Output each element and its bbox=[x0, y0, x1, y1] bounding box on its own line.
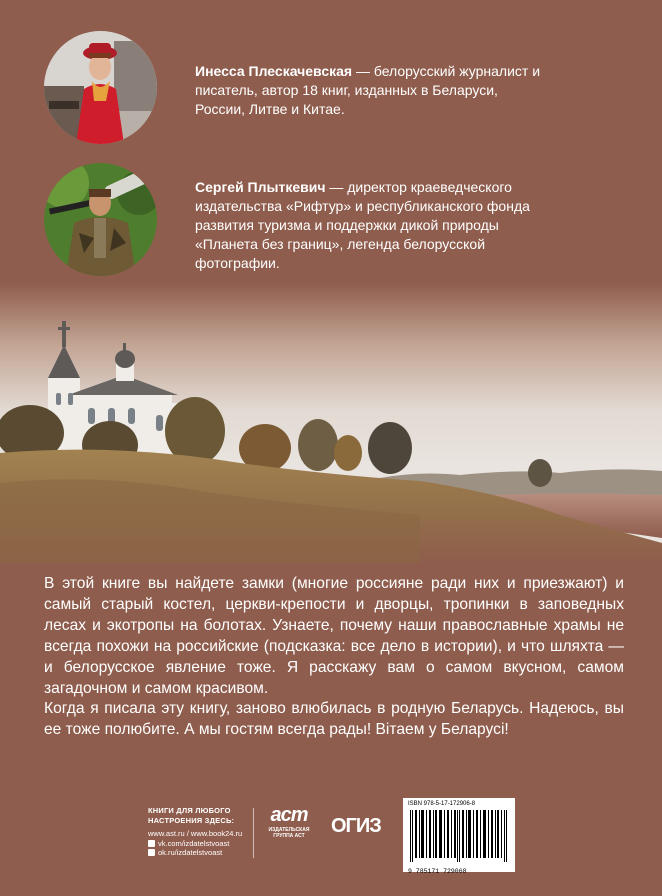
isbn-barcode-box bbox=[403, 798, 515, 875]
author-block-2 bbox=[44, 163, 530, 276]
blurb-text-1: В этой книге вы найдете замки (многие россияне ради них и приезжают) и самый старый костел, церкви-крепости и дворцы, тропинки в заповедных лесах и экотропы на болотах. Узнаете, почему наши православные храмы не всегда похожи на российские (подсказка: все дело в истории), и что шляхта — и белорусское явление тоже. Я расскажу вам о самом вкусном, самом загадочном и самом красивом. bbox=[44, 575, 624, 697]
author-block-1 bbox=[44, 31, 541, 144]
church-landscape-image bbox=[0, 283, 662, 563]
author-photo-2 bbox=[44, 163, 157, 276]
barcode-icon bbox=[408, 810, 510, 862]
author-photo-1 bbox=[44, 31, 157, 144]
ast-caption-2: ГРУППА АСТ bbox=[273, 833, 305, 839]
blurb-paragraph-2 bbox=[44, 698, 624, 740]
ok-icon bbox=[148, 849, 155, 856]
promo-ok-link[interactable]: ok.ru/izdatelstvoast bbox=[158, 848, 223, 857]
vk-icon bbox=[148, 840, 155, 847]
author-name-2: Сергей Плыткевич bbox=[195, 179, 326, 195]
blurb-paragraph-1 bbox=[44, 573, 624, 699]
blurb-text-2: Когда я писала эту книгу, заново влюбилась в родную Беларусь. Надеюсь, вы ее тоже полюбите. А мы гостям всегда рады! Вітаем у Беларусі! bbox=[44, 700, 624, 738]
promo-sites-link[interactable]: www.ast.ru / www.book24.ru bbox=[148, 829, 243, 838]
author-bio-1 bbox=[195, 62, 545, 119]
ogiz-logo: ОГИЗ bbox=[331, 815, 381, 837]
barcode-number: 9 785171 729068 bbox=[408, 868, 467, 875]
promo-vk-row[interactable] bbox=[148, 839, 242, 849]
author-description-2: — директор краеведческого издательства «Рифтур» и республиканского фонда развития туризма и поддержки дикой природы «Планета без границ», легенда белорусской фотографии. bbox=[195, 179, 530, 271]
promo-block bbox=[148, 806, 242, 858]
ast-caption-1: ИЗДАТЕЛЬСКАЯ bbox=[268, 827, 310, 833]
footer-divider bbox=[253, 808, 254, 858]
author-description-1: — белорусский журналист и писатель, автор 18 книг, изданных в Беларуси, России, Литве и Китае. bbox=[195, 63, 541, 117]
isbn-text: ISBN 978-5-17-172906-8 bbox=[408, 801, 476, 807]
promo-ok-row[interactable] bbox=[148, 848, 242, 858]
author-name-1: Инесса Плескачевская bbox=[195, 63, 353, 79]
author-bio-2 bbox=[195, 178, 545, 273]
ast-logo bbox=[263, 803, 315, 839]
promo-vk-link[interactable]: vk.com/izdatelstvoast bbox=[158, 838, 230, 848]
promo-header-1: КНИГИ ДЛЯ ЛЮБОГО bbox=[148, 806, 231, 815]
promo-header-2: НАСТРОЕНИЯ ЗДЕСЬ: bbox=[148, 815, 235, 825]
ast-logo-mark: аст bbox=[270, 804, 308, 826]
